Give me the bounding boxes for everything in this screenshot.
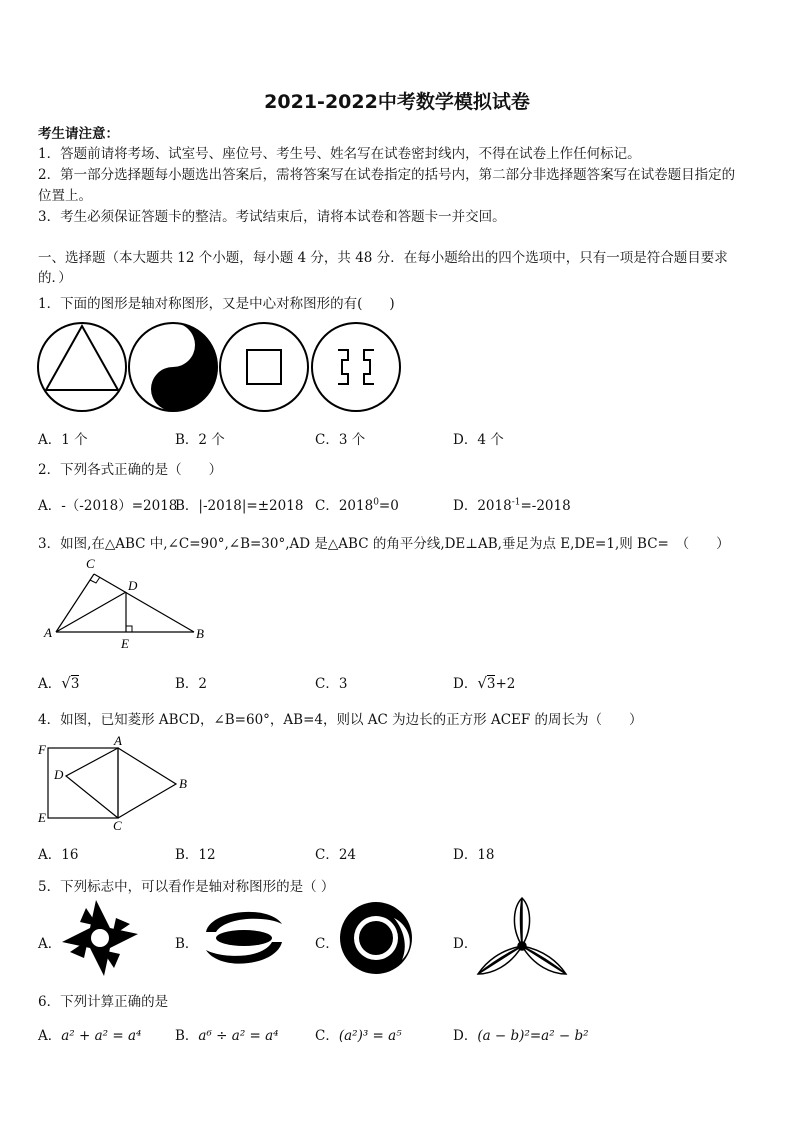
q4-option-b: B．12 bbox=[175, 847, 216, 863]
q4-option-c: C．24 bbox=[315, 847, 357, 863]
label-E: E bbox=[38, 810, 46, 825]
circle-triangle-figure bbox=[38, 323, 126, 411]
q2-stem: 2．下列各式正确的是（ ） bbox=[38, 462, 223, 478]
notice-item-2: 2．第一部分选择题每小题选出答案后，需将答案写在试卷指定的括号内，第二部分非选择题答案写在试卷题目指定的 bbox=[38, 167, 736, 183]
section-header: 一、选择题（本大题共 12 个小题，每小题 4 分，共 48 分．在每小题给出的四个选项中，只有一项是符合题目要求 bbox=[38, 250, 728, 266]
label-A: A bbox=[114, 734, 122, 748]
q1-option-c: C．3 个 bbox=[315, 432, 366, 448]
q3-option-c: C．3 bbox=[315, 676, 348, 692]
pinwheel-star-logo bbox=[60, 898, 140, 978]
q5-option-a-label: A． bbox=[38, 936, 62, 952]
q3-stem: 3．如图,在△ABC 中,∠C=90°,∠B=30°,AD 是△ABC 的角平分线,DE⊥AB,垂足为点 E,DE=1,则 BC= （ ） bbox=[38, 536, 730, 552]
notice-item-2-cont: 位置上。 bbox=[38, 188, 92, 204]
label-B: B bbox=[196, 626, 204, 641]
q2-option-c: C．$2018^0=0$ bbox=[315, 497, 399, 514]
q5-option-b-label: B． bbox=[175, 936, 199, 952]
q2-option-b: B．|-2018|=±2018 bbox=[175, 498, 304, 514]
q3-option-a: A．√3 bbox=[38, 674, 80, 692]
q6-stem: 6．下列计算正确的是 bbox=[38, 994, 169, 1010]
q1-stem: 1．下面的图形是轴对称图形，又是中心对称图形的有( ) bbox=[38, 296, 395, 312]
label-F: F bbox=[38, 742, 46, 757]
q6-option-c: C．(a²)³ = a⁵ bbox=[315, 1028, 402, 1044]
page-title: 2021-2022中考数学模拟试卷 bbox=[264, 91, 530, 113]
q1-option-b: B．2 个 bbox=[175, 432, 225, 448]
label-D: D bbox=[54, 767, 64, 782]
q3-option-b: B．2 bbox=[175, 676, 208, 692]
q4-stem: 4．如图，已知菱形 ABCD，∠B=60°，AB=4，则以 AC 为边长的正方形 ACEF 的周长为（ ） bbox=[38, 712, 643, 728]
q2-option-d: D．$2018^{-1}=-2018$ bbox=[453, 497, 571, 514]
circle-symbol-figure bbox=[312, 323, 400, 411]
q4-rhombus-figure bbox=[36, 734, 196, 832]
q6-option-a: A．a² + a² = a⁴ bbox=[38, 1028, 142, 1044]
q4-option-a: A．16 bbox=[38, 847, 79, 863]
q2-option-a: A．-（-2018）=2018 bbox=[38, 498, 178, 514]
q1-figures bbox=[36, 320, 420, 414]
q1-option-a: A．1 个 bbox=[38, 432, 88, 448]
q3-triangle-figure bbox=[36, 554, 216, 654]
notice-item-3: 3．考生必须保证答题卡的整洁。考试结束后，请将本试卷和答题卡一并交回。 bbox=[38, 209, 506, 225]
q6-option-b: B．a⁶ ÷ a² = a⁴ bbox=[175, 1028, 279, 1044]
circle-square-figure bbox=[220, 323, 308, 411]
label-C: C bbox=[113, 818, 122, 832]
q5-stem: 5．下列标志中，可以看作是轴对称图形的是（ ） bbox=[38, 879, 335, 895]
section-header-cont: 的．） bbox=[38, 270, 72, 286]
notice-heading: 考生请注意： bbox=[38, 126, 119, 142]
q6-option-d: D．(a − b)²=a² − b² bbox=[453, 1028, 589, 1044]
q1-option-d: D．4 个 bbox=[453, 432, 504, 448]
notice-item-1: 1．答题前请将考场、试室号、座位号、考生号、姓名写在试卷密封线内，不得在试卷上作任何标记。 bbox=[38, 146, 641, 162]
label-D: D bbox=[128, 578, 138, 593]
trefoil-logo bbox=[474, 894, 570, 980]
yin-yang-figure bbox=[129, 323, 217, 411]
label-B: B bbox=[179, 776, 187, 791]
label-A: A bbox=[44, 625, 52, 640]
label-E: E bbox=[121, 636, 129, 651]
q4-option-d: D．18 bbox=[453, 847, 495, 863]
q3-option-d: D．√3+2 bbox=[453, 674, 516, 692]
q5-option-d-label: D． bbox=[453, 936, 478, 952]
eye-circle-logo bbox=[336, 898, 420, 978]
q5-option-c-label: C． bbox=[315, 936, 339, 952]
label-C: C bbox=[86, 556, 95, 571]
ring-logo bbox=[198, 902, 288, 974]
